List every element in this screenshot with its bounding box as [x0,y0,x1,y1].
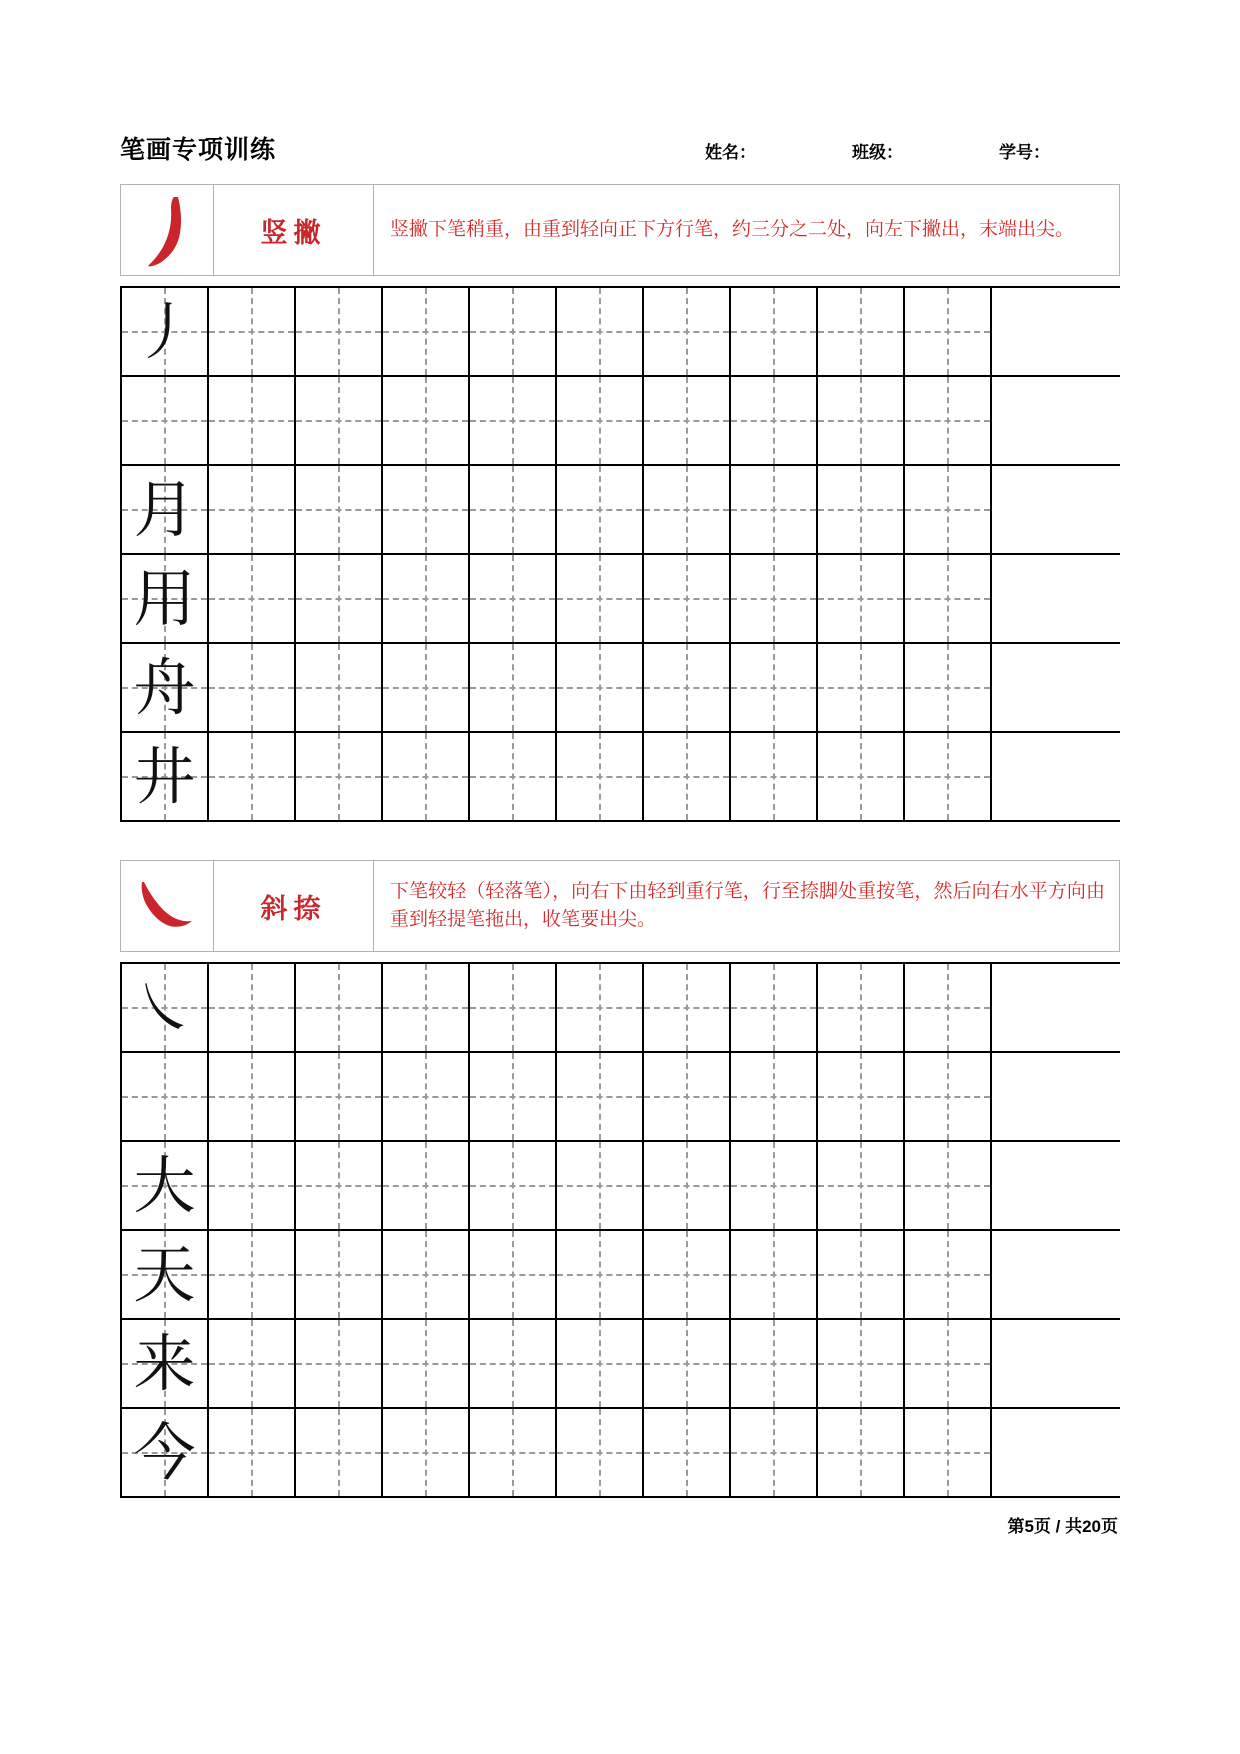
stroke-demo-glyph [121,861,214,951]
practice-cell[interactable] [383,644,470,731]
practice-cell[interactable] [644,288,731,375]
practice-cell[interactable] [296,555,383,642]
practice-cell[interactable] [905,377,992,464]
student-info-fields [705,138,1120,163]
practice-cell[interactable] [557,1231,644,1318]
model-character-cell[interactable] [122,1409,209,1496]
practice-cell[interactable] [818,377,905,464]
practice-cell[interactable] [209,1231,296,1318]
practice-cell[interactable] [557,288,644,375]
practice-grid-row [120,1229,1120,1318]
practice-cell[interactable] [470,1409,557,1496]
practice-cell[interactable] [296,288,383,375]
practice-grid [120,962,1120,1498]
practice-cell[interactable] [644,733,731,820]
practice-cell[interactable] [470,288,557,375]
practice-cell[interactable] [731,555,818,642]
model-character-cell[interactable] [122,466,209,553]
practice-cell[interactable] [818,1409,905,1496]
stroke-name: 斜捺 [214,861,374,951]
practice-cell[interactable] [905,1142,992,1229]
practice-cell[interactable] [209,555,296,642]
practice-cell[interactable] [818,1320,905,1407]
practice-cell[interactable] [731,288,818,375]
xiena-stroke-glyph [136,876,198,936]
practice-cell[interactable] [383,1053,470,1140]
practice-grid-row [120,731,1120,822]
practice-cell[interactable] [818,1231,905,1318]
page-title: 笔画专项训练 [120,136,277,164]
practice-cell[interactable] [296,733,383,820]
practice-cell[interactable] [209,1320,296,1407]
page-header [120,130,1120,176]
practice-cell[interactable] [644,377,731,464]
practice-cell[interactable] [470,1142,557,1229]
model-character: 月 [133,472,196,546]
practice-cell[interactable] [905,466,992,553]
model-character-cell[interactable] [122,733,209,820]
practice-cell[interactable] [209,1142,296,1229]
model-character-cell[interactable] [122,964,209,1051]
practice-cell[interactable] [818,555,905,642]
section-spacer [120,822,1120,860]
practice-cell[interactable] [905,733,992,820]
model-character: 丿 [133,294,196,368]
practice-cell[interactable] [383,555,470,642]
practice-cell[interactable] [383,466,470,553]
stroke-demo-glyph [121,185,214,275]
practice-cell[interactable] [209,733,296,820]
practice-grid-row [120,286,1120,375]
model-character-cell[interactable] [122,1320,209,1407]
practice-cell[interactable] [383,1409,470,1496]
practice-cell[interactable] [209,288,296,375]
practice-cell[interactable] [209,377,296,464]
practice-cell[interactable] [818,288,905,375]
page-footer: 第5页 / 共20页 [1007,1517,1118,1536]
practice-grid-row [120,642,1120,731]
practice-cell[interactable] [905,1320,992,1407]
practice-grid-row [120,1407,1120,1498]
practice-cell[interactable] [470,377,557,464]
practice-cell[interactable] [731,733,818,820]
practice-cell[interactable] [818,644,905,731]
practice-cell[interactable] [731,644,818,731]
stroke-description: 竖撇下笔稍重，由重到轻向正下方行笔，约三分之二处，向左下撇出，末端出尖。 [390,218,1075,241]
sections-container [120,184,1120,1498]
practice-grid-row [120,375,1120,464]
practice-cell[interactable] [905,964,992,1051]
practice-cell[interactable] [905,288,992,375]
practice-cell[interactable] [557,555,644,642]
practice-cell[interactable] [818,964,905,1051]
practice-cell[interactable] [296,1320,383,1407]
shupie-stroke-glyph [140,191,194,269]
practice-cell[interactable] [122,377,209,464]
model-character-cell[interactable] [122,1231,209,1318]
practice-cell[interactable] [296,644,383,731]
practice-cell[interactable] [209,466,296,553]
practice-cell[interactable] [818,733,905,820]
model-character: 井 [133,739,196,813]
practice-cell[interactable] [296,1409,383,1496]
practice-cell[interactable] [644,964,731,1051]
practice-cell[interactable] [383,288,470,375]
student-id-field-label: 学号： [999,143,1050,162]
model-character: 来 [133,1326,196,1400]
practice-cell[interactable] [209,644,296,731]
practice-cell[interactable] [296,466,383,553]
practice-cell[interactable] [557,733,644,820]
practice-cell[interactable] [122,1053,209,1140]
practice-cell[interactable] [731,1053,818,1140]
practice-cell[interactable] [644,466,731,553]
practice-cell[interactable] [644,1320,731,1407]
practice-grid [120,286,1120,822]
practice-cell[interactable] [644,1231,731,1318]
practice-cell[interactable] [383,733,470,820]
practice-cell[interactable] [557,964,644,1051]
practice-cell[interactable] [731,964,818,1051]
practice-cell[interactable] [644,1409,731,1496]
model-character-cell[interactable] [122,555,209,642]
practice-cell[interactable] [731,1409,818,1496]
practice-cell[interactable] [470,466,557,553]
practice-cell[interactable] [383,1231,470,1318]
practice-grid-row [120,1051,1120,1140]
practice-cell[interactable] [383,377,470,464]
practice-cell[interactable] [470,964,557,1051]
practice-cell[interactable] [470,555,557,642]
model-character: 用 [133,561,196,635]
practice-cell[interactable] [470,1231,557,1318]
practice-cell[interactable] [818,466,905,553]
name-field-label: 姓名： [705,143,756,162]
practice-cell[interactable] [905,644,992,731]
practice-cell[interactable] [905,555,992,642]
model-character-cell[interactable] [122,644,209,731]
model-character-cell[interactable] [122,1142,209,1229]
practice-grid-row [120,962,1120,1051]
practice-cell[interactable] [557,466,644,553]
practice-cell[interactable] [209,964,296,1051]
practice-cell[interactable] [557,377,644,464]
practice-cell[interactable] [296,1142,383,1229]
practice-cell[interactable] [383,1320,470,1407]
model-character: 大 [133,1148,196,1222]
model-character: 天 [133,1237,196,1311]
practice-cell[interactable] [905,1231,992,1318]
practice-cell[interactable] [731,466,818,553]
practice-cell[interactable] [731,1231,818,1318]
practice-cell[interactable] [905,1409,992,1496]
practice-grid-row [120,464,1120,553]
practice-cell[interactable] [557,1320,644,1407]
practice-cell[interactable] [296,1053,383,1140]
practice-cell[interactable] [644,1142,731,1229]
practice-grid-row [120,1318,1120,1407]
practice-cell[interactable] [644,555,731,642]
practice-cell[interactable] [209,1053,296,1140]
practice-cell[interactable] [383,964,470,1051]
practice-grid-row [120,1140,1120,1229]
stroke-info-box [120,184,1120,276]
practice-cell[interactable] [209,1409,296,1496]
practice-cell[interactable] [296,377,383,464]
practice-cell[interactable] [644,644,731,731]
model-character: 舟 [133,650,196,724]
practice-cell[interactable] [644,1053,731,1140]
practice-cell[interactable] [731,377,818,464]
practice-cell[interactable] [296,1231,383,1318]
practice-cell[interactable] [470,644,557,731]
practice-cell[interactable] [383,1142,470,1229]
practice-cell[interactable] [557,1142,644,1229]
practice-cell[interactable] [470,1320,557,1407]
practice-cell[interactable] [731,1142,818,1229]
class-field-label: 班级： [852,143,903,162]
practice-cell[interactable] [557,1053,644,1140]
model-character-cell[interactable] [122,288,209,375]
stroke-info-box [120,860,1120,952]
practice-cell[interactable] [818,1053,905,1140]
practice-cell[interactable] [296,964,383,1051]
practice-cell[interactable] [557,644,644,731]
practice-cell[interactable] [557,1409,644,1496]
practice-cell[interactable] [905,1053,992,1140]
model-character: 今 [133,1415,196,1489]
model-character: ㇏ [133,970,196,1044]
stroke-name: 竖撇 [214,185,374,275]
stroke-description: 下笔较轻（轻落笔），向右下由轻到重行笔，行至捺脚处重按笔，然后向右水平方向由重到轻提笔拖出，收笔要出尖。 [390,880,1105,930]
practice-cell[interactable] [818,1142,905,1229]
practice-cell[interactable] [470,1053,557,1140]
practice-grid-row [120,553,1120,642]
practice-cell[interactable] [470,733,557,820]
practice-cell[interactable] [731,1320,818,1407]
